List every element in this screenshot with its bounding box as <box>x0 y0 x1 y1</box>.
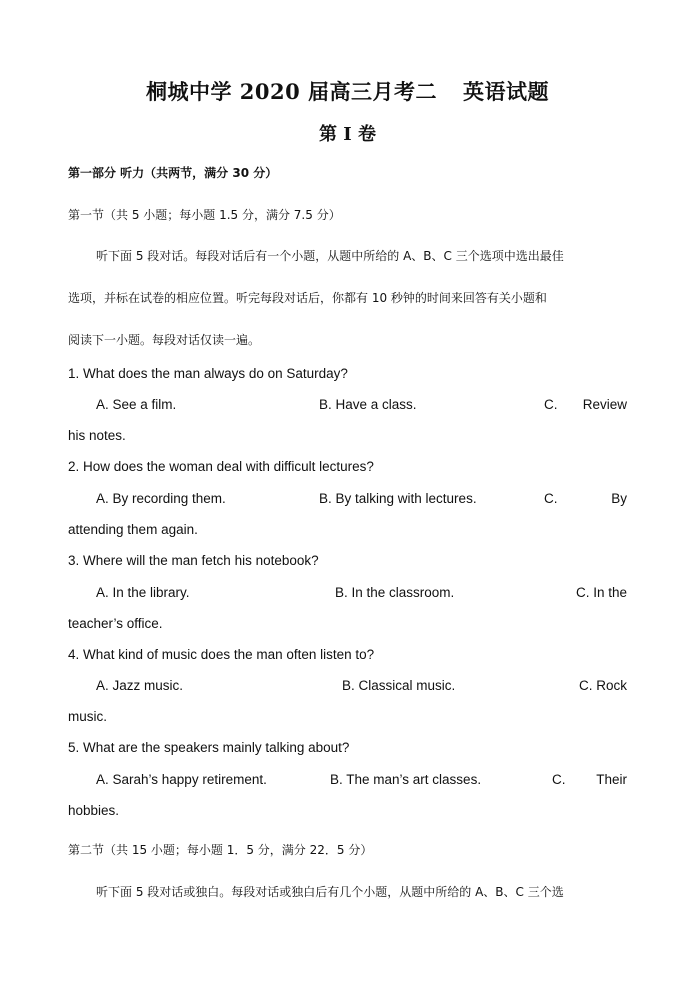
question-5-option-b: B. The man’s art classes. <box>330 772 482 787</box>
question-1-option-a: A. See a film. <box>96 397 177 412</box>
question-2-stem: 2. How does the woman deal with difficult lectures? <box>68 459 374 474</box>
question-5-option-c-letter: C. <box>552 772 566 787</box>
question-2-option-c-word: By <box>611 491 627 506</box>
question-5-option-a: A. Sarah’s happy retirement. <box>96 772 267 787</box>
instruction-line-1: 听下面 5 段对话。每段对话后有一个小题，从题中所给的 A、B、C 三个选项中选出最佳 <box>96 249 564 263</box>
question-3-option-c-rest: teacher’s office. <box>68 616 163 631</box>
instruction-line-3: 阅读下一小题。每段对话仅读一遍。 <box>68 333 261 347</box>
question-5-option-c-rest: hobbies. <box>68 803 120 818</box>
question-2-option-c-letter: C. <box>544 491 558 506</box>
question-4-option-a: A. Jazz music. <box>96 678 184 693</box>
section2-heading: 第二节（共 15 小题；每小题 1．5 分，满分 22．5 分） <box>68 843 373 857</box>
question-4-stem: 4. What kind of music does the man often listen to? <box>68 647 375 662</box>
question-1-stem: 1. What does the man always do on Saturday? <box>68 366 348 381</box>
question-5-stem: 5. What are the speakers mainly talking about? <box>68 740 350 755</box>
title-main: 桐城中学 2020 届高三月考二 <box>145 79 438 104</box>
question-5-option-c-word: Their <box>596 772 627 787</box>
question-1-option-c-rest: his notes. <box>68 428 126 443</box>
question-2-option-c-rest: attending them again. <box>68 522 198 537</box>
question-3-option-c-letter: C. In the <box>575 585 627 600</box>
question-4-option-b: B. Classical music. <box>342 678 456 693</box>
question-3-option-b: B. In the classroom. <box>335 585 455 600</box>
part1-heading: 第一部分 听力（共两节，满分 30 分） <box>68 166 278 180</box>
instruction-line-2: 选项，并标在试卷的相应位置。听完每段对话后，你都有 10 秒钟的时间来回答有关小题和 <box>68 291 547 305</box>
question-4-option-c-rest: music. <box>68 709 108 724</box>
question-3-option-a: A. In the library. <box>96 585 190 600</box>
question-2-option-b: B. By talking with lectures. <box>319 491 477 506</box>
section1-heading: 第一节（共 5 小题；每小题 1.5 分，满分 7.5 分） <box>68 208 341 222</box>
volume-label: 第 I 卷 <box>319 124 376 145</box>
question-3-stem: 3. Where will the man fetch his notebook? <box>68 553 319 568</box>
question-2-option-a: A. By recording them. <box>96 491 226 506</box>
question-4-option-c-letter: C. Rock <box>578 678 627 693</box>
section2-instruction-line: 听下面 5 段对话或独白。每段对话或独白后有几个小题，从题中所给的 A、B、C 三个选 <box>96 885 564 899</box>
question-1-option-b: B. Have a class. <box>319 397 417 412</box>
title-subject: 英语试题 <box>463 79 550 104</box>
question-1-option-c-letter: C. <box>544 397 558 412</box>
question-1-option-c-word: Review <box>582 397 627 412</box>
page-title <box>0 76 695 106</box>
